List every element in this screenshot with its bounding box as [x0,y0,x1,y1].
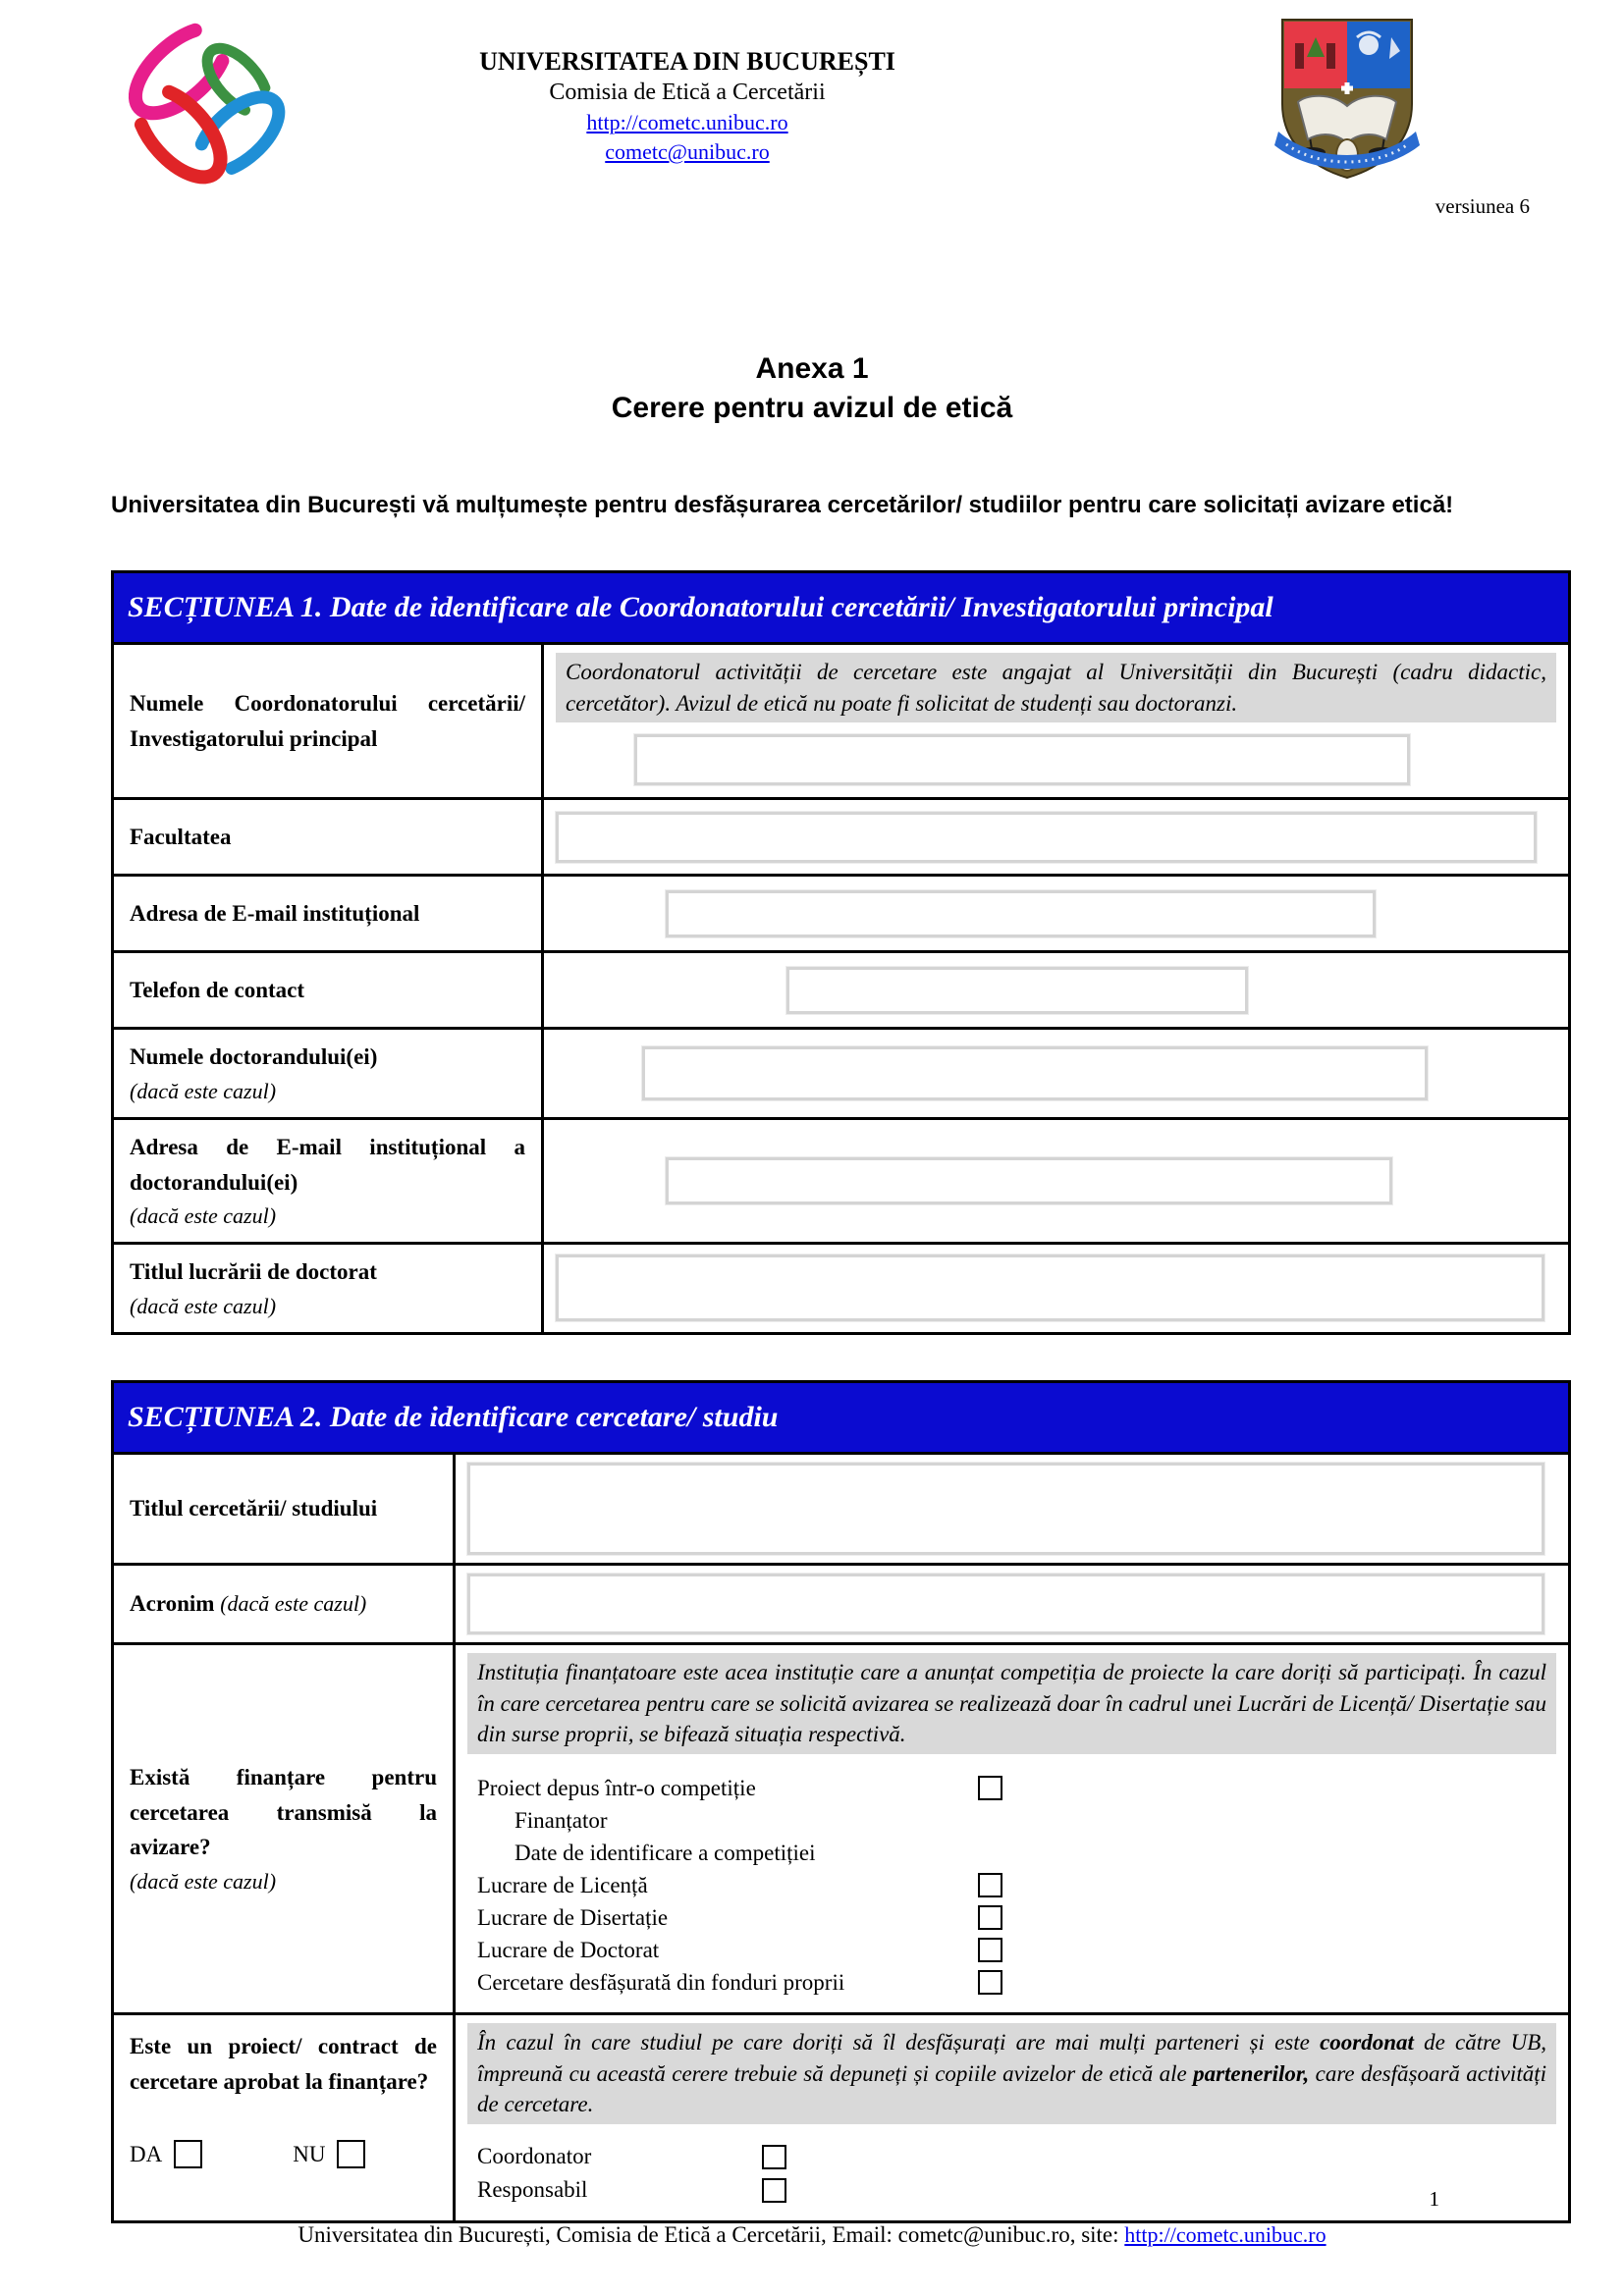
page-number: 1 [1429,2187,1439,2211]
option-label: Date de identificare a competiției [514,1840,816,1865]
committee-name: Comisia de Etică a Cercetării [549,80,826,105]
partner-roles [477,2140,1556,2207]
section2-table [111,1380,1571,2223]
phd-student-name-input[interactable] [642,1046,1428,1100]
table-row-email [114,874,1568,950]
funding-option-masters [477,1901,1556,1934]
conditional-note: (dacă este cazul) [130,1293,277,1318]
university-name: UNIVERSITATEA DIN BUCUREȘTI [479,47,895,76]
guidance-note: În cazul în care studiul pe care doriți să îl desfășurați are mai mulți parteneri și este coordonat de către UB, împreună cu această cerere trebuie să depuneți și copiile avizelor de etică ale partenerilor, care desfășoară activități de cercetare. [467,2023,1556,2124]
coordonator-checkbox[interactable] [762,2145,786,2169]
funding-option-own-funds [477,1966,1556,1999]
phd-student-email-input[interactable] [666,1157,1392,1204]
row-label: Titlul cercetării/ studiului [130,1495,378,1521]
contact-phone-input[interactable] [786,967,1248,1014]
table-row-phd-email [114,1117,1568,1242]
coordinator-name-input[interactable] [634,734,1410,785]
request-title: Cerere pentru avizul de etică [611,391,1013,424]
row-label: Numele Coordonatorului cercetării/ Investigatorului principal [130,690,525,751]
intro-text: Universitatea din București vă mulțumește pentru desfășurarea cercetărilor/ studiilor pentru care solicitați avizare etică! [111,492,1454,519]
table-row-funding [114,1642,1568,2012]
institutional-email-input[interactable] [666,890,1376,937]
university-coat-of-arms-icon [1274,14,1420,187]
table-row-phd-name [114,1027,1568,1117]
row-label: Este un proiect/ contract de cercetare aprobat la finanțare? [130,2034,437,2094]
proiect-competitie-checkbox[interactable] [978,1776,1002,1800]
option-label: Lucrare de Licență [477,1872,648,1897]
role-label: Responsabil [477,2177,588,2203]
acronym-input[interactable] [467,1574,1544,1634]
document-version: versiunea 6 [1435,194,1530,218]
study-title-input[interactable] [467,1463,1544,1555]
funding-option-doctorate [477,1934,1556,1966]
funding-option-competition [477,1772,1556,1804]
section1-table [111,570,1571,1335]
row-label: Facultatea [130,824,232,849]
footer-site-link[interactable]: http://cometc.unibuc.ro [1124,2222,1326,2247]
footer-text: Universitatea din București, Comisia de Etică a Cercetării, Email: cometc@unibuc.ro, site: [298,2222,1125,2247]
table-row-acronym [114,1563,1568,1642]
role-coordinator [477,2140,1556,2173]
role-label: Coordonator [477,2144,592,2169]
section1-header: SECȚIUNEA 1. Date de identificare ale Coordonatorului cercetării/ Investigatorului principal [114,573,1568,642]
row-label: Adresa de E-mail instituțional a doctorandului(ei) [130,1134,525,1195]
row-label: Titlul lucrării de doctorat [130,1259,377,1285]
option-label: Cercetare desfășurată din fonduri proprii [477,1969,845,1995]
row-label: Acronim (dacă este cazul) [130,1590,367,1616]
row-label: Numele doctorandului(ei) [130,1044,378,1070]
option-label: Proiect depus într-o competiție [477,1775,756,1800]
no-label: NU [293,2141,326,2166]
conditional-note: (dacă este cazul) [130,1868,277,1894]
conditional-note: (dacă este cazul) [130,1078,277,1103]
table-row-faculty [114,797,1568,874]
guidance-note: Instituția finanțatoare este acea instituție care a anunțat competiția de proiecte la care doriți să participați. În cazul în care cercetarea pentru care se solicită avizarea se realizează doar în cadrul unei Lucrări de Licență/ Disertație sau din surse proprii, se bifează situația respectivă. [467,1653,1556,1754]
guidance-note: Coordonatorul activității de cercetare este angajat al Universității din București (cadru didactic, cercetător). Avizul de etică nu poate fi solicitat de studenți sau doctoranzi. [556,653,1556,722]
yes-label: DA [130,2141,163,2166]
conditional-note: (dacă este cazul) [220,1590,367,1616]
approval-choice [130,2140,437,2168]
committee-email-link[interactable]: cometc@unibuc.ro [605,139,770,164]
funding-option-bachelor [477,1869,1556,1901]
licenta-checkbox[interactable] [978,1873,1002,1897]
option-label: Lucrare de Disertație [477,1904,669,1930]
table-row-approved-project [114,2012,1568,2220]
doctorat-checkbox[interactable] [978,1938,1002,1962]
row-label: Există finanțare pentru cercetarea transmisă la avizare? [130,1764,437,1860]
faculty-input[interactable] [556,812,1537,863]
committee-website-link[interactable]: http://cometc.unibuc.ro [586,110,788,134]
disertatie-checkbox[interactable] [978,1905,1002,1930]
table-row-coordinator [114,642,1568,797]
responsabil-checkbox[interactable] [762,2178,786,2203]
annex-number: Anexa 1 [755,352,869,385]
table-row-phone [114,950,1568,1027]
table-row-study-title [114,1452,1568,1563]
section2-header: SECȚIUNEA 2. Date de identificare cercetare/ studiu [114,1383,1568,1452]
conditional-note: (dacă este cazul) [130,1203,277,1229]
letterhead [324,47,1051,165]
row-label: Telefon de contact [130,977,305,1002]
footer [0,2222,1624,2248]
da-checkbox[interactable] [174,2140,202,2168]
option-label: Lucrare de Doctorat [477,1937,660,1962]
funding-option-competition-id [477,1837,1556,1869]
fonduri-proprii-checkbox[interactable] [978,1970,1002,1995]
option-label: Finanțator [514,1807,608,1833]
role-responsible [477,2173,1556,2207]
row-label: Adresa de E-mail instituțional [130,900,420,926]
funding-options [477,1772,1556,1999]
nu-checkbox[interactable] [337,2140,365,2168]
page-header [0,0,1624,234]
university-pinwheel-logo-icon [110,18,311,187]
document-title [0,349,1624,427]
table-row-phd-title [114,1242,1568,1332]
funding-option-financier [477,1804,1556,1837]
phd-thesis-title-input[interactable] [556,1255,1544,1321]
